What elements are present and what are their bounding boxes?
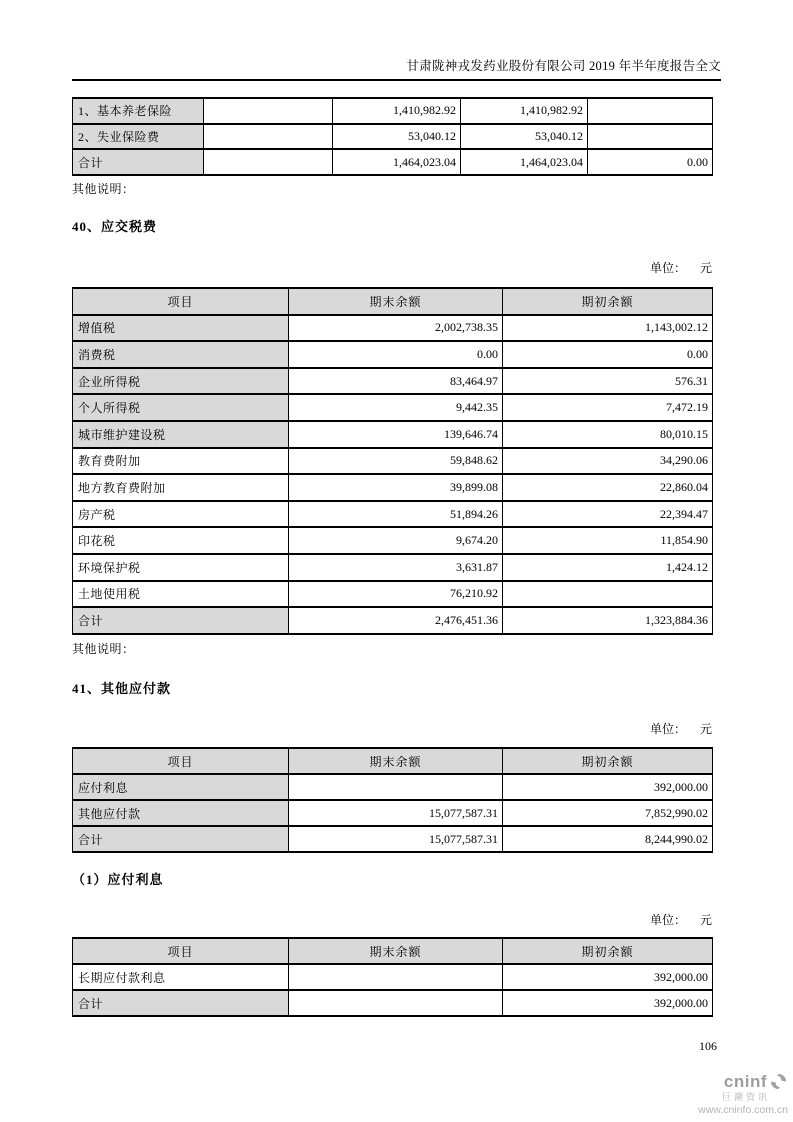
- row-label-cell: 应付利息: [73, 774, 289, 800]
- value-cell: [204, 124, 333, 150]
- value-cell: 9,674.20: [289, 527, 503, 554]
- value-cell: 2,002,738.35: [289, 315, 503, 342]
- table-header-row: [73, 288, 713, 315]
- column-header-ending-balance: 期末余额: [289, 938, 503, 964]
- row-label-cell: 合计: [73, 990, 289, 1016]
- row-label-cell: 印花税: [73, 527, 289, 554]
- value-cell: [289, 990, 503, 1016]
- cninfo-logo-text: cninf: [723, 1072, 767, 1091]
- table-row: [73, 501, 713, 528]
- section-41-1-heading: （1）应付利息: [72, 872, 164, 887]
- value-cell: [289, 774, 503, 800]
- value-cell: 1,464,023.04: [461, 149, 588, 175]
- column-header-ending-balance: 期末余额: [289, 288, 503, 315]
- value-cell: [289, 964, 503, 990]
- row-label-cell: 增值税: [73, 315, 289, 342]
- column-header-beginning-balance: 期初余额: [503, 938, 713, 964]
- value-cell: 2,476,451.36: [289, 607, 503, 634]
- value-cell: 7,472.19: [503, 394, 713, 421]
- value-cell: 392,000.00: [503, 774, 713, 800]
- cninfo-logo: [678, 1072, 788, 1116]
- table-row: [73, 149, 713, 175]
- table-row: [73, 554, 713, 581]
- row-label-cell: 其他应付款: [73, 800, 289, 826]
- value-cell: [503, 581, 713, 608]
- value-cell: 15,077,587.31: [289, 826, 503, 852]
- table-row: [73, 341, 713, 368]
- value-cell: 1,464,023.04: [333, 149, 461, 175]
- section-41-unit-line: [72, 720, 712, 737]
- unit-value: 元: [699, 722, 712, 736]
- page-header-title: 甘肃陇神戎发药业股份有限公司 2019 年半年度报告全文: [406, 59, 721, 73]
- page-number: 106: [699, 1039, 717, 1053]
- row-label-cell: 教育费附加: [73, 448, 289, 475]
- unit-value: 元: [699, 261, 712, 275]
- row-label-cell: 合计: [73, 826, 289, 852]
- row-label-cell: 城市维护建设税: [73, 421, 289, 448]
- value-cell: 59,848.62: [289, 448, 503, 475]
- table-row: [73, 368, 713, 395]
- value-cell: 576.31: [503, 368, 713, 395]
- section-41-1-unit-line: [72, 911, 712, 928]
- table-row: [73, 581, 713, 608]
- value-cell: 34,290.06: [503, 448, 713, 475]
- value-cell: 1,410,982.92: [461, 98, 588, 124]
- table-header-row: [73, 748, 713, 774]
- value-cell: 0.00: [503, 341, 713, 368]
- table-row: [73, 607, 713, 634]
- row-label-cell: 消费税: [73, 341, 289, 368]
- row-label-cell: 长期应付款利息: [73, 964, 289, 990]
- column-header-beginning-balance: 期初余额: [503, 288, 713, 315]
- unit-label: 单位：: [649, 722, 686, 736]
- value-cell: 76,210.92: [289, 581, 503, 608]
- value-cell: 392,000.00: [503, 990, 713, 1016]
- value-cell: 139,646.74: [289, 421, 503, 448]
- table-row: [73, 124, 713, 150]
- unit-label: 单位：: [649, 261, 686, 275]
- table-row: [73, 826, 713, 852]
- column-header-ending-balance: 期末余额: [289, 748, 503, 774]
- value-cell: 80,010.15: [503, 421, 713, 448]
- interest-payable-table: [72, 937, 713, 1017]
- tax-payable-table: [72, 287, 713, 635]
- value-cell: 0.00: [588, 149, 713, 175]
- other-note-1: 其他说明：: [72, 182, 135, 196]
- row-label-cell: 房产税: [73, 501, 289, 528]
- section-41-heading: 41、其他应付款: [72, 681, 172, 696]
- row-label-cell: 个人所得税: [73, 394, 289, 421]
- value-cell: 83,464.97: [289, 368, 503, 395]
- row-label-cell: 合计: [73, 607, 289, 634]
- value-cell: 3,631.87: [289, 554, 503, 581]
- other-note-2: 其他说明：: [72, 642, 135, 656]
- cninfo-logo-url: www.cninfo.com.cn: [698, 1104, 788, 1116]
- column-header-item: 项目: [73, 288, 289, 315]
- value-cell: 1,323,884.36: [503, 607, 713, 634]
- section-40-unit-line: [72, 259, 712, 276]
- unit-value: 元: [699, 913, 712, 927]
- column-header-beginning-balance: 期初余额: [503, 748, 713, 774]
- value-cell: 51,894.26: [289, 501, 503, 528]
- row-label-cell: 1、基本养老保险: [73, 98, 204, 124]
- row-label-cell: 2、失业保险费: [73, 124, 204, 150]
- row-label-cell: 环境保护税: [73, 554, 289, 581]
- value-cell: 39,899.08: [289, 474, 503, 501]
- value-cell: 392,000.00: [503, 964, 713, 990]
- table-row: [73, 394, 713, 421]
- value-cell: 1,143,002.12: [503, 315, 713, 342]
- table-row: [73, 964, 713, 990]
- cninfo-logo-subtitle: 巨潮资讯: [721, 1092, 770, 1102]
- table-row: [73, 315, 713, 342]
- unit-label: 单位：: [649, 913, 686, 927]
- value-cell: 22,860.04: [503, 474, 713, 501]
- value-cell: 8,244,990.02: [503, 826, 713, 852]
- social-insurance-table: [72, 97, 713, 176]
- table-row: [73, 98, 713, 124]
- row-label-cell: 地方教育费附加: [73, 474, 289, 501]
- table-header-row: [73, 938, 713, 964]
- table-row: [73, 800, 713, 826]
- value-cell: [204, 149, 333, 175]
- value-cell: 0.00: [289, 341, 503, 368]
- row-label-cell: 合计: [73, 149, 204, 175]
- value-cell: 15,077,587.31: [289, 800, 503, 826]
- cninfo-swirl-icon: [769, 1072, 788, 1091]
- other-payables-table: [72, 747, 713, 853]
- value-cell: 53,040.12: [333, 124, 461, 150]
- table-row: [73, 774, 713, 800]
- table-row: [73, 448, 713, 475]
- table-row: [73, 527, 713, 554]
- value-cell: 22,394.47: [503, 501, 713, 528]
- table-row: [73, 990, 713, 1016]
- column-header-item: 项目: [73, 938, 289, 964]
- value-cell: 1,424.12: [503, 554, 713, 581]
- value-cell: 9,442.35: [289, 394, 503, 421]
- column-header-item: 项目: [73, 748, 289, 774]
- value-cell: [588, 124, 713, 150]
- value-cell: [204, 98, 333, 124]
- row-label-cell: 企业所得税: [73, 368, 289, 395]
- row-label-cell: 土地使用税: [73, 581, 289, 608]
- value-cell: 53,040.12: [461, 124, 588, 150]
- section-40-heading: 40、应交税费: [72, 219, 158, 234]
- value-cell: 11,854.90: [503, 527, 713, 554]
- value-cell: 7,852,990.02: [503, 800, 713, 826]
- value-cell: 1,410,982.92: [333, 98, 461, 124]
- header-rule: [72, 79, 721, 81]
- table-row: [73, 421, 713, 448]
- table-row: [73, 474, 713, 501]
- value-cell: [588, 98, 713, 124]
